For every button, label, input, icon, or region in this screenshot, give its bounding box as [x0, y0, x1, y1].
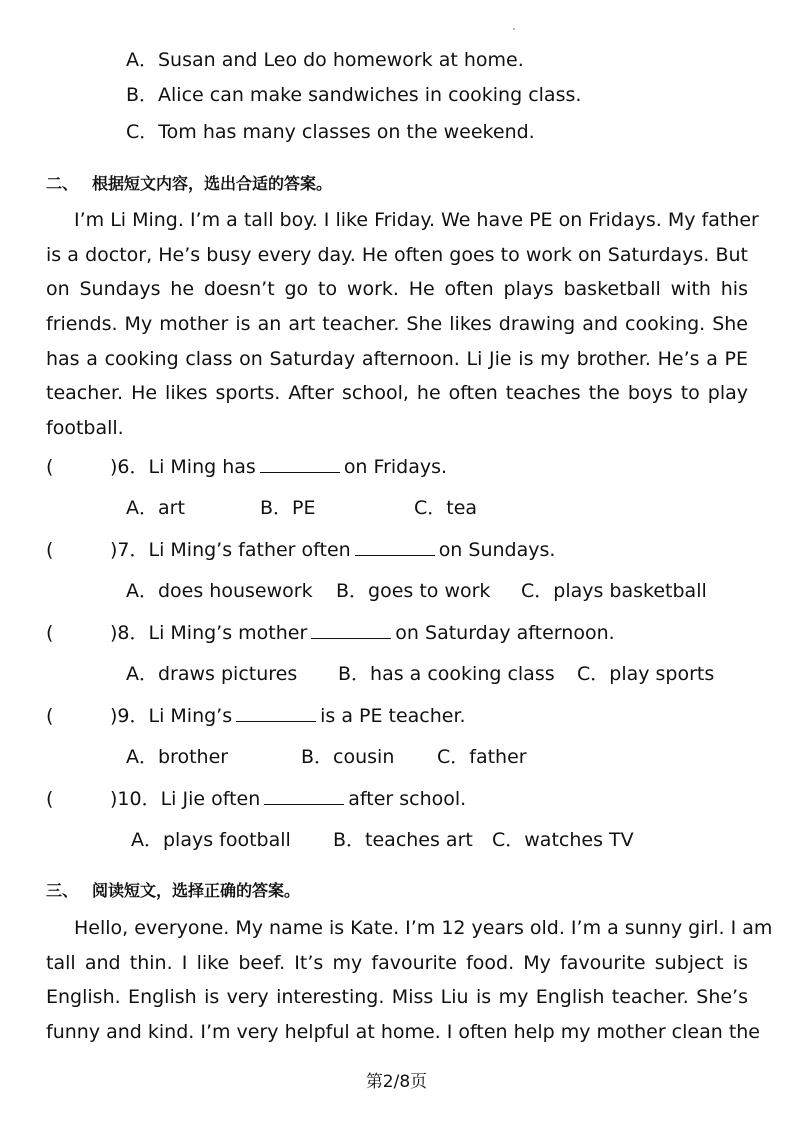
question-9-stem: )9．Li Ming’s — [110, 705, 233, 727]
option-a[interactable]: A．brother — [126, 746, 229, 768]
question-7 — [46, 537, 555, 562]
fill-blank — [311, 620, 391, 639]
question-8-stem: )8．Li Ming’s mother — [110, 622, 308, 644]
section2-title: 根据短文内容，选出合适的答案。 — [92, 174, 333, 193]
answer-slot[interactable]: ( — [46, 788, 54, 810]
option-c[interactable]: C．tea — [414, 497, 478, 519]
question-9-tail: is a PE teacher. — [320, 705, 466, 727]
section2-number: 二、 — [46, 174, 79, 193]
passage-line: football. — [46, 417, 124, 440]
answer-slot[interactable]: ( — [46, 622, 54, 644]
fill-blank — [355, 537, 435, 556]
passage-line: English. English is very interesting. Miss Liu is my English teacher. She’s — [46, 986, 748, 1009]
option-a[interactable]: A．does housework — [126, 580, 313, 602]
section2-passage — [46, 203, 759, 446]
passage-line: tall and thin. I like beef. It’s my favourite food. My favourite subject is — [46, 951, 748, 974]
option-a[interactable]: A．plays football — [131, 829, 291, 851]
option-a[interactable]: A．art — [126, 497, 185, 519]
question-9 — [46, 703, 466, 728]
answer-slot[interactable]: ( — [46, 456, 54, 478]
question-10-tail: after school. — [348, 788, 467, 810]
answer-slot[interactable]: ( — [46, 539, 54, 561]
section3-passage — [46, 911, 773, 1050]
passage-line: has a cooking class on Saturday afternoon. Li Jie is my brother. He’s a PE — [46, 347, 748, 370]
option-a[interactable]: A．draws pictures — [126, 663, 298, 685]
passage-line: funny and kind. I’m very helpful at home. I often help my mother clean the — [46, 1021, 760, 1044]
prev-option-b: B．Alice can make sandwiches in cooking class. — [126, 84, 582, 106]
option-c[interactable]: C．father — [437, 746, 527, 768]
passage-line: teacher. He likes sports. After school, he often teaches the boys to play — [46, 382, 748, 405]
fill-blank — [236, 703, 316, 722]
section3-heading — [46, 880, 300, 902]
question-10 — [46, 786, 466, 811]
question-7-stem: )7．Li Ming’s father often — [110, 539, 351, 561]
fill-blank — [260, 454, 340, 473]
option-c[interactable]: C．play sports — [577, 663, 715, 685]
question-8-tail: on Saturday afternoon. — [395, 622, 615, 644]
passage-line: on Sundays he doesn’t go to work. He often plays basketball with his — [46, 278, 748, 301]
scan-speck — [513, 28, 515, 30]
option-c[interactable]: C．watches TV — [492, 829, 634, 851]
prev-option-c: C．Tom has many classes on the weekend. — [126, 121, 535, 143]
option-b[interactable]: B．has a cooking class — [338, 663, 555, 685]
passage-line: Hello, everyone. My name is Kate. I’m 12 years old. I’m a sunny girl. I am — [74, 917, 773, 939]
fill-blank — [264, 786, 344, 805]
question-10-stem: )10．Li Jie often — [110, 788, 261, 810]
question-6-tail: on Fridays. — [343, 456, 448, 478]
question-8 — [46, 620, 615, 645]
answer-slot[interactable]: ( — [46, 705, 54, 727]
passage-line: I’m Li Ming. I’m a tall boy. I like Friday. We have PE on Fridays. My father — [74, 209, 759, 231]
section3-number: 三、 — [46, 881, 79, 900]
passage-line: is a doctor, He’s busy every day. He often goes to work on Saturdays. But — [46, 243, 748, 266]
option-b[interactable]: B．goes to work — [336, 580, 491, 602]
option-b[interactable]: B．PE — [260, 497, 316, 519]
question-6-stem: )6．Li Ming has — [110, 456, 256, 478]
option-c[interactable]: C．plays basketball — [521, 580, 707, 602]
prev-option-a: A．Susan and Leo do homework at home. — [126, 49, 524, 71]
question-7-tail: on Sundays. — [438, 539, 556, 561]
page-number: 第2/8页 — [365, 1072, 428, 1092]
passage-line: friends. My mother is an art teacher. She likes drawing and cooking. She — [46, 313, 748, 336]
option-b[interactable]: B．teaches art — [333, 829, 473, 851]
question-6 — [46, 454, 447, 479]
section2-heading — [46, 173, 332, 195]
option-b[interactable]: B．cousin — [301, 746, 395, 768]
section3-title: 阅读短文，选择正确的答案。 — [92, 881, 301, 900]
